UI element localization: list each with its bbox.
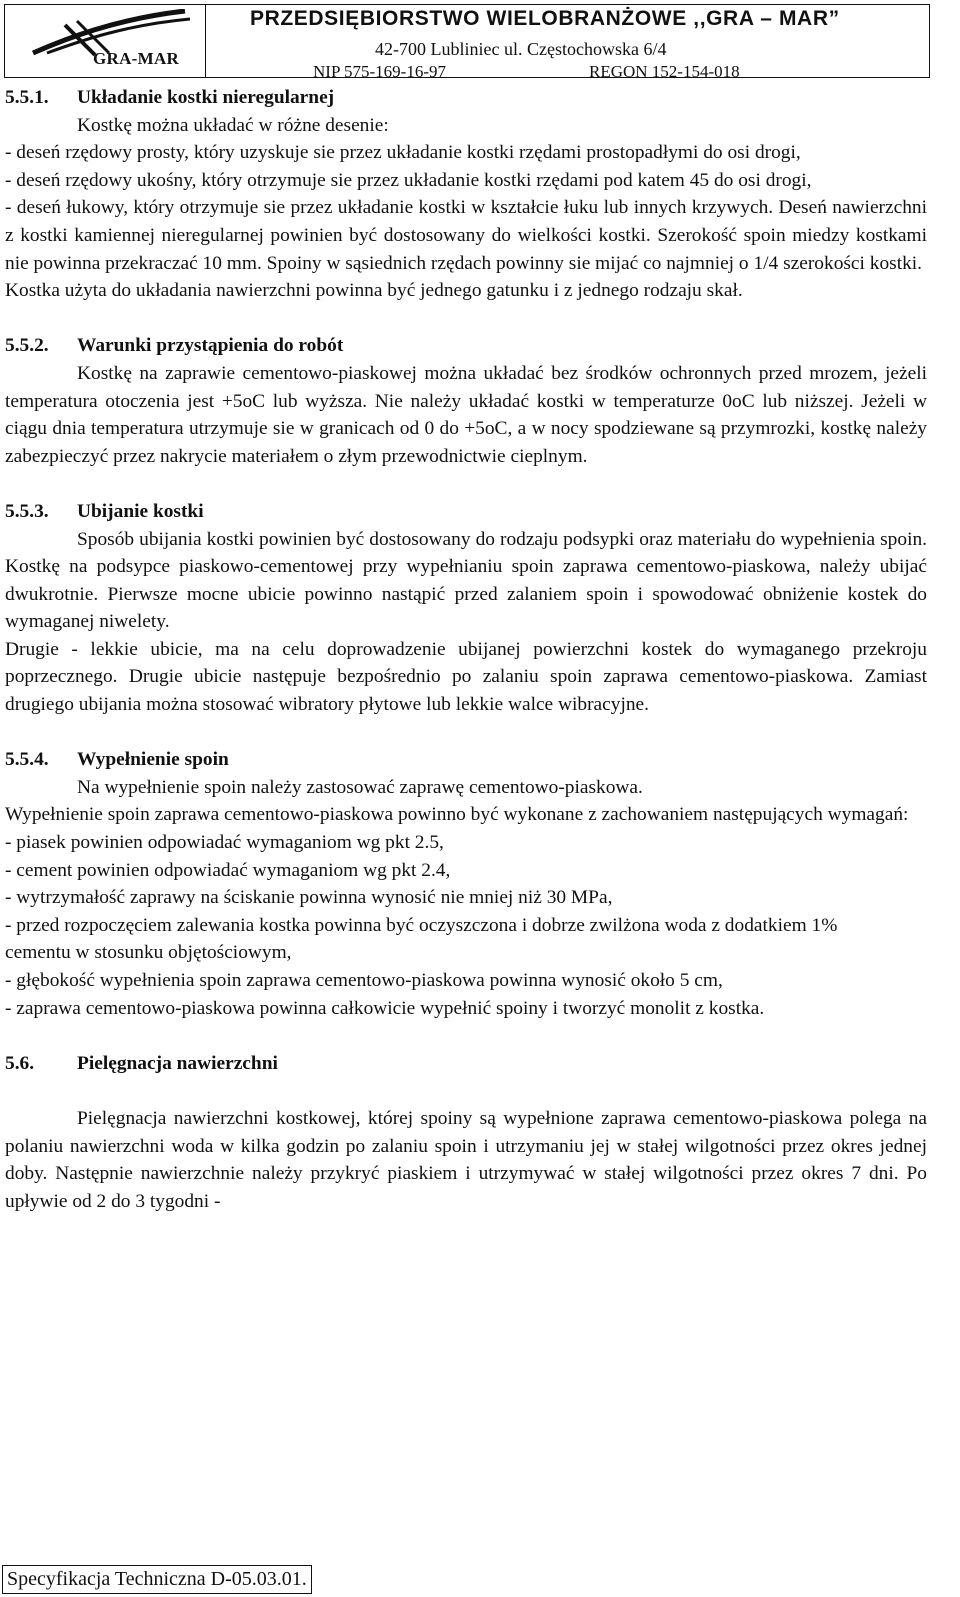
list-item: - piasek powinien odpowiadać wymaganiom wg pkt 2.5,: [5, 832, 444, 854]
company-regon: REGON 152-154-018: [589, 62, 740, 81]
section-title: Warunki przystąpienia do robót: [77, 335, 344, 357]
section-heading: [5, 332, 927, 360]
section-number: 5.5.1.: [5, 87, 49, 108]
paragraph: - deseń rzędowy ukośny, który otrzymuje sie przez układanie kostki rzędami pod katem 45 do osi drogi,: [5, 169, 812, 191]
paragraph: Drugie - lekkie ubicie, ma na celu doprowadzenie ubijanej powierzchni kostek do wymaganego przekroju poprzecznego. Drugie ubicie następuje bezpośrednio po zalaniu spoin zaprawa cementowo-piaskowa. Zamiast drugiego ubijania można stosować wibratory płytowe lub lekkie walce wibracyjne.: [5, 638, 927, 716]
list-item: - wytrzymałość zaprawy na ściskanie powinna wynosić nie mniej niż 30 MPa,: [5, 887, 613, 909]
section-heading: [5, 498, 927, 526]
paragraph: Pielęgnacja nawierzchni kostkowej, której spoiny są wypełnione zaprawa cementowo-piaskowa polega na polaniu nawierzchni woda w kilka godzin po zalaniu spoin i utrzymaniu jej w stałej wilgotności przez okres jednej doby. Następnie nawierzchnie należy przykryć piaskiem i utrzymywać w stałej wilgotności przez okres 7 dni. Po upływie od 2 do 3 tygodni -: [5, 1107, 927, 1212]
logo-text: GRA-MAR: [93, 49, 180, 68]
paragraph: - deseń rzędowy prosty, który uzyskuje sie przez układanie kostki rzędami prostopadłymi do osi drogi,: [5, 142, 801, 164]
section-heading: [5, 84, 927, 112]
document-body: [5, 84, 927, 1215]
section-title: Pielęgnacja nawierzchni: [77, 1052, 278, 1074]
section-title: Ubijanie kostki: [77, 500, 204, 522]
document-header: [4, 4, 930, 81]
company-nip: NIP 575-169-16-97: [313, 62, 446, 81]
paragraph: - deseń łukowy, który otrzymuje sie przez układanie kostki w kształcie łuku lub innych krzywych. Deseń nawierzchni z kostki kamiennej nieregularnej powinien być dostosowany do wielkości kostki. Szerokość spoin miedzy kostkami nie powinna przekraczać 10 mm. Spoiny w sąsiednich rzędach powinny sie mijać co najmniej o 1/4 szerokości kostki.: [5, 197, 927, 274]
section-title: Układanie kostki nieregularnej: [77, 87, 335, 108]
section-title: Wypełnienie spoin: [77, 749, 229, 771]
company-name: PRZEDSIĘBIORSTWO WIELOBRANŻOWE ,,GRA – MAR”: [250, 7, 840, 30]
section-number: 5.5.4.: [5, 749, 49, 771]
section-heading: [5, 1050, 927, 1078]
paragraph: Na wypełnienie spoin należy zastosować zaprawę cementowo-piaskowa.: [77, 776, 643, 798]
section-number: 5.6.: [5, 1052, 35, 1074]
list-item: - zaprawa cementowo-piaskowa powinna całkowicie wypełnić spoiny i tworzyć monolit z kostka.: [5, 997, 765, 1019]
paragraph: Wypełnienie spoin zaprawa cementowo-piaskowa powinno być wykonane z zachowaniem następujących wymagań:: [5, 804, 909, 826]
list-item: - cement powinien odpowiadać wymaganiom wg pkt 2.4,: [5, 859, 451, 881]
section-heading: [5, 746, 927, 774]
list-item: - przed rozpoczęciem zalewania kostka powinna być oczyszczona i dobrze zwilżona woda z dodatkiem 1% cementu w stosunku objętościowym,: [5, 914, 838, 964]
section-number: 5.5.3.: [5, 500, 49, 522]
company-address: 42-700 Lubliniec ul. Częstochowska 6/4: [375, 39, 667, 59]
section-number: 5.5.2.: [5, 335, 49, 357]
paragraph: Kostkę na zaprawie cementowo-piaskowej można układać bez środków ochronnych przed mrozem, jeżeli temperatura otoczenia jest +5oC lub wyższa. Nie należy układać kostki w temperaturze 0oC lub niższej. Jeżeli w ciągu dnia temperatura utrzymuje sie w granicach od 0 do +5oC, a w nocy spodziewane są przymrozki, kostkę należy zabezpieczyć przez nakrycie materiałem o złym przewodnictwie cieplnym.: [5, 362, 927, 467]
company-logo: [5, 5, 206, 77]
paragraph: Kostka użyta do układania nawierzchni powinna być jednego gatunku i z jednego rodzaju skał.: [5, 280, 743, 302]
list-item: - głębokość wypełnienia spoin zaprawa cementowo-piaskowa powinna wynosić około 5 cm,: [5, 970, 723, 991]
document-footer: Specyfikacja Techniczna D-05.03.01.: [2, 1565, 312, 1594]
paragraph: Kostkę można układać w różne desenie:: [77, 114, 389, 136]
paragraph: Sposób ubijania kostki powinien być dostosowany do rodzaju podsypki oraz materiału do wypełnienia spoin. Kostkę na podsypce piaskowo-cementowej przy wypełnianiu spoin zaprawa cementowo-piaskowa, należy ubijać dwukrotnie. Pierwsze mocne ubicie powinno nastąpić przed zalaniem spoin i spowodować obniżenie kostek do wymaganej niwelety.: [5, 528, 927, 633]
company-info: [205, 5, 929, 81]
